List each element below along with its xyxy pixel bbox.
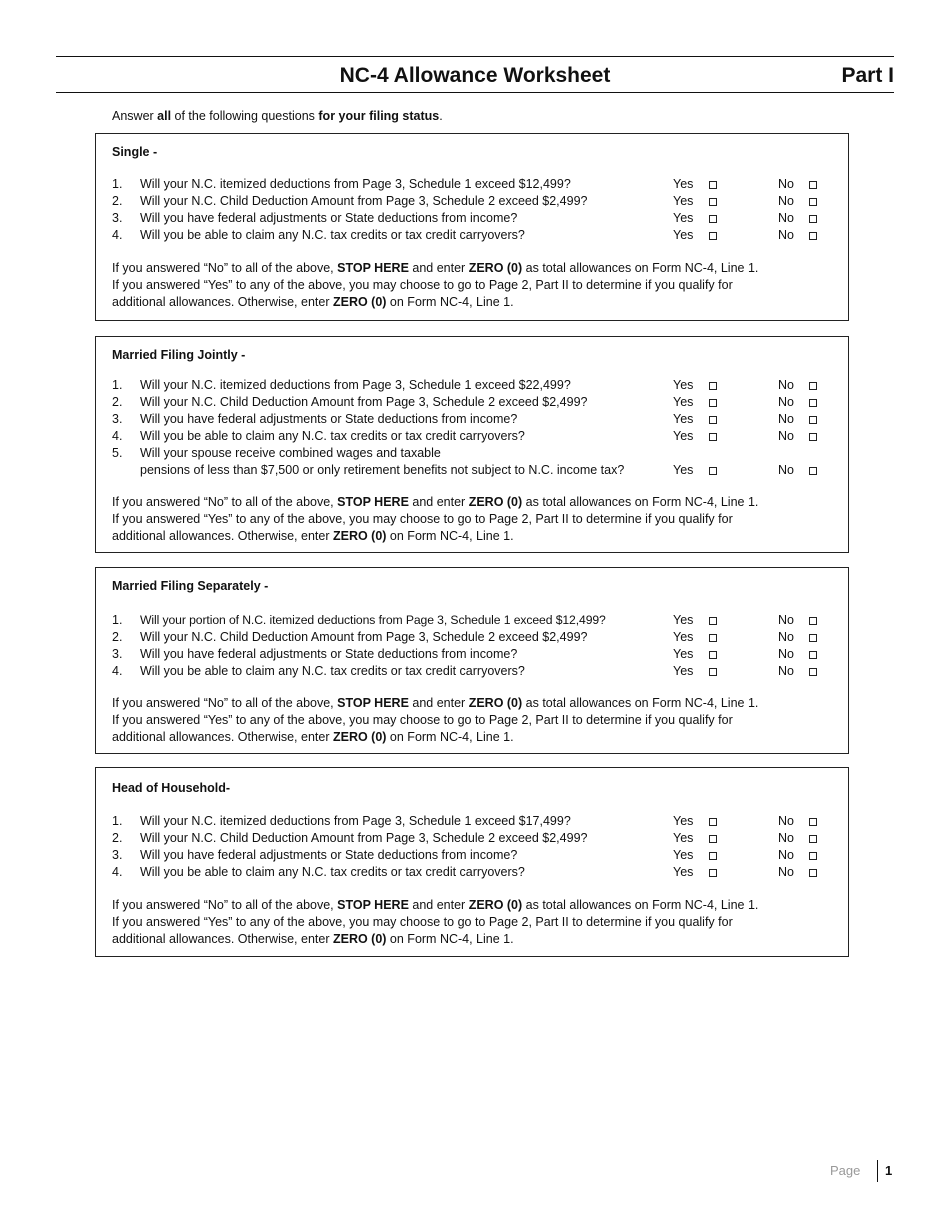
question-row — [112, 612, 832, 629]
section-single — [95, 133, 849, 321]
question-text: Will your N.C. Child Deduction Amount from Page 3, Schedule 2 exceed $2,499? — [140, 630, 588, 644]
no-checkbox[interactable] — [809, 232, 817, 240]
yes-checkbox[interactable] — [709, 399, 717, 407]
question-text: Will your N.C. Child Deduction Amount from Page 3, Schedule 2 exceed $2,499? — [140, 831, 588, 845]
instr-text: additional allowances. Otherwise, enter — [112, 529, 333, 543]
question-number: 1. — [112, 177, 123, 191]
instruction-line-1 — [112, 260, 840, 277]
question-text: Will you be able to claim any N.C. tax credits or tax credit carryovers? — [140, 429, 525, 443]
instruction-line-2: If you answered “Yes” to any of the above, you may choose to go to Page 2, Part II to determine if you qualify for — [112, 915, 733, 929]
question-text: Will you have federal adjustments or State deductions from income? — [140, 412, 518, 426]
yes-label: Yes — [673, 194, 694, 208]
instr-text: on Form NC-4, Line 1. — [386, 529, 514, 543]
question-row — [112, 193, 832, 210]
instr-text: If you answered “No” to all of the above, — [112, 495, 338, 509]
instr-text: as total allowances on Form NC-4, Line 1. — [522, 898, 759, 912]
no-checkbox[interactable] — [809, 634, 817, 642]
instr-text: and enter — [408, 696, 469, 710]
yes-checkbox[interactable] — [709, 668, 717, 676]
question-row — [112, 210, 832, 227]
question-text: Will your N.C. Child Deduction Amount from Page 3, Schedule 2 exceed $2,499? — [140, 194, 588, 208]
no-checkbox[interactable] — [809, 433, 817, 441]
instr-bold: ZERO (0) — [468, 495, 523, 509]
instruction-line-1 — [112, 897, 840, 914]
question-number: 4. — [112, 865, 123, 879]
question-text: Will your spouse receive combined wages and taxable — [140, 446, 441, 460]
question-text: Will your N.C. Child Deduction Amount from Page 3, Schedule 2 exceed $2,499? — [140, 395, 588, 409]
intro-mid: of the following questions — [171, 109, 319, 123]
yes-label: Yes — [673, 463, 694, 477]
section-title: Head of Household- — [112, 781, 231, 795]
yes-label: Yes — [673, 613, 694, 627]
instruction-line-2: If you answered “Yes” to any of the above, you may choose to go to Page 2, Part II to determine if you qualify for — [112, 713, 733, 727]
no-checkbox[interactable] — [809, 181, 817, 189]
no-checkbox[interactable] — [809, 668, 817, 676]
question-row — [112, 394, 832, 411]
question-text: Will you be able to claim any N.C. tax credits or tax credit carryovers? — [140, 664, 525, 678]
yes-checkbox[interactable] — [709, 382, 717, 390]
question-text: Will your N.C. itemized deductions from Page 3, Schedule 1 exceed $17,499? — [140, 814, 571, 828]
instr-bold: ZERO (0) — [332, 932, 387, 946]
yes-label: Yes — [673, 429, 694, 443]
intro-pre: Answer — [112, 109, 158, 123]
yes-label: Yes — [673, 630, 694, 644]
instr-bold: ZERO (0) — [332, 295, 387, 309]
no-label: No — [778, 664, 794, 678]
question-number: 2. — [112, 831, 123, 845]
no-checkbox[interactable] — [809, 467, 817, 475]
question-text: Will your N.C. itemized deductions from Page 3, Schedule 1 exceed $22,499? — [140, 378, 571, 392]
worksheet-title: NC-4 Allowance Worksheet — [339, 64, 611, 87]
instr-text: If you answered “No” to all of the above, — [112, 696, 338, 710]
question-text: Will your portion of N.C. itemized deductions from Page 3, Schedule 1 exceed $12,499? — [140, 613, 606, 627]
question-number: 2. — [112, 395, 123, 409]
yes-label: Yes — [673, 814, 694, 828]
question-row — [112, 864, 832, 881]
yes-label: Yes — [673, 865, 694, 879]
instr-bold: STOP HERE — [337, 898, 409, 912]
yes-checkbox[interactable] — [709, 232, 717, 240]
question-row — [112, 377, 832, 394]
question-number: 5. — [112, 446, 123, 460]
yes-label: Yes — [673, 177, 694, 191]
no-checkbox[interactable] — [809, 869, 817, 877]
question-number: 3. — [112, 848, 123, 862]
intro-bold-all: all — [157, 109, 172, 123]
yes-checkbox[interactable] — [709, 634, 717, 642]
page-title — [56, 62, 894, 90]
no-label: No — [778, 848, 794, 862]
instr-bold: ZERO (0) — [332, 730, 387, 744]
no-label: No — [778, 613, 794, 627]
title-rule — [56, 92, 894, 93]
instructions — [112, 897, 840, 948]
question-number: 4. — [112, 664, 123, 678]
no-checkbox[interactable] — [809, 818, 817, 826]
question-number: 2. — [112, 194, 123, 208]
instruction-line-1 — [112, 494, 840, 511]
question-number: 3. — [112, 647, 123, 661]
no-label: No — [778, 378, 794, 392]
instr-bold: ZERO (0) — [332, 529, 387, 543]
instruction-line-3 — [112, 931, 840, 948]
question-number: 1. — [112, 814, 123, 828]
instructions — [112, 695, 840, 746]
intro-text — [112, 108, 443, 124]
no-checkbox[interactable] — [809, 198, 817, 206]
no-checkbox[interactable] — [809, 382, 817, 390]
no-label: No — [778, 630, 794, 644]
question-row — [112, 445, 832, 479]
part-label: Part I — [841, 64, 894, 87]
instr-text: If you answered “No” to all of the above, — [112, 261, 338, 275]
question-row — [112, 629, 832, 646]
instruction-line-2: If you answered “Yes” to any of the above, you may choose to go to Page 2, Part II to determine if you qualify for — [112, 512, 733, 526]
page-footer — [830, 1160, 900, 1182]
no-label: No — [778, 177, 794, 191]
instruction-line-3 — [112, 729, 840, 746]
question-row — [112, 830, 832, 847]
question-row — [112, 411, 832, 428]
instr-bold: ZERO (0) — [468, 696, 523, 710]
question-number: 1. — [112, 378, 123, 392]
question-text: Will you be able to claim any N.C. tax credits or tax credit carryovers? — [140, 865, 525, 879]
question-row — [112, 176, 832, 193]
no-label: No — [778, 814, 794, 828]
instr-text: as total allowances on Form NC-4, Line 1. — [522, 261, 759, 275]
yes-label: Yes — [673, 831, 694, 845]
yes-label: Yes — [673, 378, 694, 392]
page-number: 1 — [885, 1163, 893, 1178]
instr-text: additional allowances. Otherwise, enter — [112, 730, 333, 744]
instr-bold: ZERO (0) — [468, 898, 523, 912]
yes-label: Yes — [673, 647, 694, 661]
yes-label: Yes — [673, 395, 694, 409]
question-row — [112, 646, 832, 663]
no-checkbox[interactable] — [809, 835, 817, 843]
instr-bold: STOP HERE — [337, 495, 409, 509]
no-label: No — [778, 429, 794, 443]
question-number: 1. — [112, 613, 123, 627]
question-text: Will you have federal adjustments or State deductions from income? — [140, 647, 518, 661]
no-label: No — [778, 228, 794, 242]
question-text-continued: pensions of less than $7,500 or only retirement benefits not subject to N.C. income tax? — [140, 463, 625, 477]
instr-text: as total allowances on Form NC-4, Line 1. — [522, 696, 759, 710]
instr-text: additional allowances. Otherwise, enter — [112, 295, 333, 309]
yes-checkbox[interactable] — [709, 416, 717, 424]
instr-bold: ZERO (0) — [468, 261, 523, 275]
no-label: No — [778, 194, 794, 208]
instr-text: additional allowances. Otherwise, enter — [112, 932, 333, 946]
no-checkbox[interactable] — [809, 416, 817, 424]
question-row — [112, 227, 832, 244]
no-label: No — [778, 211, 794, 225]
yes-label: Yes — [673, 664, 694, 678]
top-rule — [56, 56, 894, 57]
section-title: Single - — [112, 145, 158, 159]
yes-checkbox[interactable] — [709, 617, 717, 625]
no-label: No — [778, 395, 794, 409]
question-text: Will you have federal adjustments or State deductions from income? — [140, 211, 518, 225]
yes-checkbox[interactable] — [709, 835, 717, 843]
question-number: 4. — [112, 228, 123, 242]
instr-text: and enter — [408, 495, 469, 509]
question-row — [112, 428, 832, 445]
no-label: No — [778, 647, 794, 661]
no-checkbox[interactable] — [809, 617, 817, 625]
instr-bold: STOP HERE — [337, 261, 409, 275]
question-number: 4. — [112, 429, 123, 443]
instruction-line-3 — [112, 528, 840, 545]
question-row — [112, 847, 832, 864]
question-text: Will you be able to claim any N.C. tax credits or tax credit carryovers? — [140, 228, 525, 242]
instructions — [112, 494, 840, 545]
yes-checkbox[interactable] — [709, 651, 717, 659]
question-number: 3. — [112, 412, 123, 426]
instr-text: and enter — [408, 261, 469, 275]
instruction-line-1 — [112, 695, 840, 712]
no-checkbox[interactable] — [809, 852, 817, 860]
section-title: Married Filing Jointly - — [112, 348, 246, 362]
question-row — [112, 663, 832, 680]
no-label: No — [778, 831, 794, 845]
question-row — [112, 813, 832, 830]
no-label: No — [778, 865, 794, 879]
no-label: No — [778, 463, 794, 477]
yes-checkbox[interactable] — [709, 433, 717, 441]
section-title: Married Filing Separately - — [112, 579, 269, 593]
page-label: Page — [830, 1163, 861, 1178]
instructions — [112, 260, 840, 311]
instr-text: If you answered “No” to all of the above, — [112, 898, 338, 912]
yes-label: Yes — [673, 412, 694, 426]
intro-end: . — [439, 109, 443, 123]
page-divider — [877, 1160, 878, 1182]
no-label: No — [778, 412, 794, 426]
question-number: 2. — [112, 630, 123, 644]
instr-text: on Form NC-4, Line 1. — [386, 932, 514, 946]
yes-checkbox[interactable] — [709, 181, 717, 189]
yes-checkbox[interactable] — [709, 869, 717, 877]
instr-text: on Form NC-4, Line 1. — [386, 730, 514, 744]
section-married-filing-separately — [95, 567, 849, 754]
yes-label: Yes — [673, 211, 694, 225]
yes-checkbox[interactable] — [709, 198, 717, 206]
instr-text: and enter — [408, 898, 469, 912]
section-married-filing-jointly — [95, 336, 849, 553]
question-number: 3. — [112, 211, 123, 225]
no-checkbox[interactable] — [809, 215, 817, 223]
question-text: Will your N.C. itemized deductions from Page 3, Schedule 1 exceed $12,499? — [140, 177, 571, 191]
yes-label: Yes — [673, 228, 694, 242]
yes-checkbox[interactable] — [709, 215, 717, 223]
yes-checkbox[interactable] — [709, 818, 717, 826]
instruction-line-2: If you answered “Yes” to any of the above, you may choose to go to Page 2, Part II to determine if you qualify for — [112, 278, 733, 292]
yes-checkbox[interactable] — [709, 852, 717, 860]
instr-text: on Form NC-4, Line 1. — [386, 295, 514, 309]
intro-bold-status: for your filing status — [318, 109, 440, 123]
instr-bold: STOP HERE — [337, 696, 409, 710]
no-checkbox[interactable] — [809, 399, 817, 407]
yes-checkbox[interactable] — [709, 467, 717, 475]
no-checkbox[interactable] — [809, 651, 817, 659]
question-text: Will you have federal adjustments or State deductions from income? — [140, 848, 518, 862]
section-head-of-household — [95, 767, 849, 957]
instruction-line-3 — [112, 294, 840, 311]
yes-label: Yes — [673, 848, 694, 862]
instr-text: as total allowances on Form NC-4, Line 1. — [522, 495, 759, 509]
